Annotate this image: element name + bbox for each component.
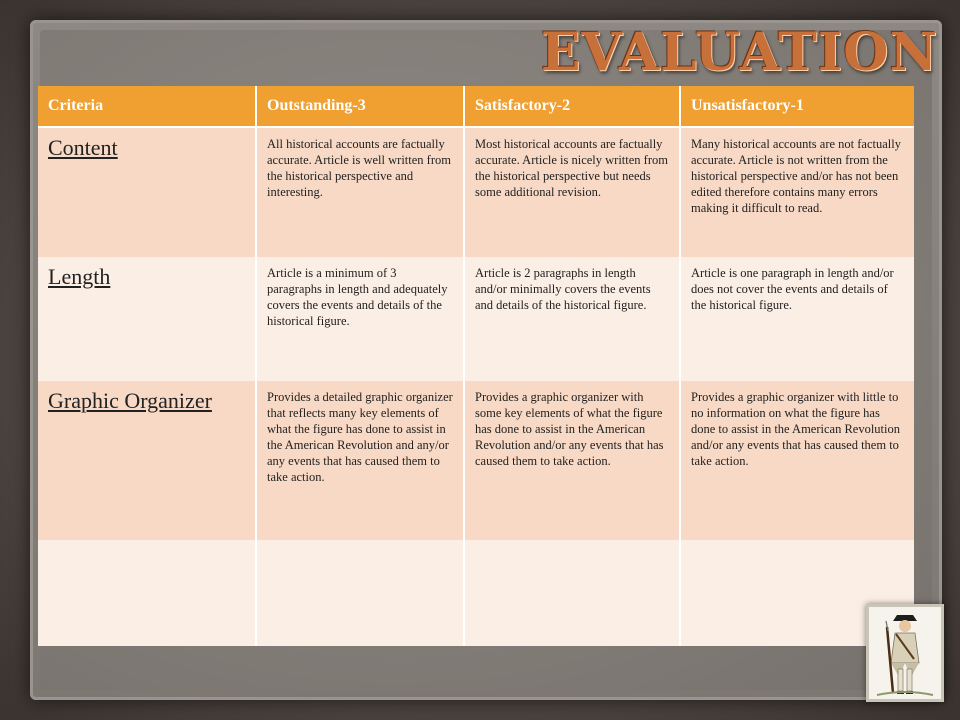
- slide-title: EVALUATION: [540, 22, 938, 83]
- table-cell: Provides a detailed graphic organizer that reflects many key elements of what the figure has done to assist in the American Revolution and any/or any events that has caused them to take action.: [256, 381, 464, 540]
- criterion-graphic-organizer: Graphic Organizer: [38, 381, 256, 540]
- rubric-table: [38, 86, 914, 646]
- table-cell: Provides a graphic organizer with little to no information on what the figure has done to assist in the American Revolution and/or any events that has caused them to take action.: [680, 381, 914, 540]
- criterion-length: Length: [38, 257, 256, 381]
- header-unsatisfactory: Unsatisfactory-1: [680, 86, 914, 127]
- table-cell: [464, 540, 680, 646]
- header-criteria: Criteria: [38, 86, 256, 127]
- table-cell: Article is one paragraph in length and/or does not cover the events and details of the historical figure.: [680, 257, 914, 381]
- table-cell: Article is a minimum of 3 paragraphs in length and adequately covers the events and details of the historical figure.: [256, 257, 464, 381]
- table-cell: Provides a graphic organizer with some key elements of what the figure has done to assist in the American Revolution and/or any events that has caused them to take action.: [464, 381, 680, 540]
- table-row: [38, 127, 914, 257]
- criterion-content: Content: [38, 127, 256, 257]
- table-row-empty: [38, 540, 914, 646]
- soldier-figure-icon: [869, 607, 941, 699]
- table-row: [38, 381, 914, 540]
- table-header-row: [38, 86, 914, 127]
- table-row: [38, 257, 914, 381]
- soldier-portrait-icon: [866, 604, 944, 702]
- table-cell: Most historical accounts are factually accurate. Article is nicely written from the historical perspective but needs some additional revision.: [464, 127, 680, 257]
- table-cell: [256, 540, 464, 646]
- header-outstanding: Outstanding-3: [256, 86, 464, 127]
- table-cell: [38, 540, 256, 646]
- table-cell: Many historical accounts are not factually accurate. Article is not written from the historical perspective and/or has not been edited therefore contains many errors making it difficult to read.: [680, 127, 914, 257]
- table-cell: All historical accounts are factually accurate. Article is well written from the historical perspective and interesting.: [256, 127, 464, 257]
- header-satisfactory: Satisfactory-2: [464, 86, 680, 127]
- table-cell: Article is 2 paragraphs in length and/or minimally covers the events and details of the historical figure.: [464, 257, 680, 381]
